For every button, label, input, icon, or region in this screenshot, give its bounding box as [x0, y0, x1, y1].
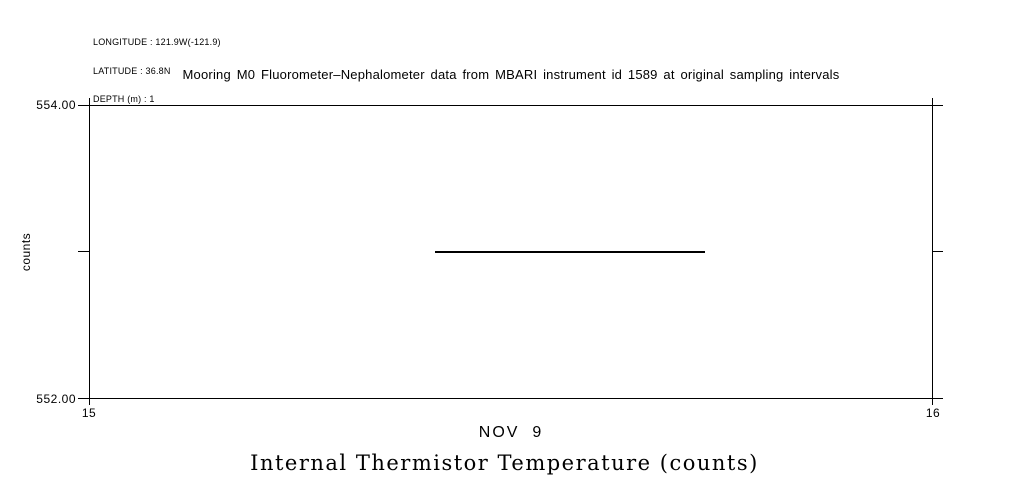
x-left-tick-label: 15: [81, 406, 97, 420]
x-axis-title: NOV 9: [478, 424, 544, 441]
footer-title: Internal Thermistor Temperature (counts): [250, 451, 759, 475]
y-tick-right-middle: [932, 251, 943, 252]
x-right-tick-label: 16: [925, 406, 941, 420]
x-tick-top-left: [89, 98, 90, 105]
y-axis-title: counts: [19, 232, 33, 272]
data-line: [435, 251, 704, 253]
y-tick-left-bottom: [78, 398, 89, 399]
x-tick-bottom-right: [932, 399, 933, 405]
x-tick-top-right: [932, 98, 933, 105]
y-min-tick-label: 552.00: [36, 392, 76, 406]
y-tick-right-bottom: [932, 398, 943, 399]
x-tick-bottom-left: [89, 399, 90, 405]
latitude-line: LATITUDE : 36.8N: [93, 65, 171, 76]
y-tick-left-middle: [78, 251, 89, 252]
plot-area: [89, 105, 933, 399]
chart-title: Mooring M0 Fluorometer–Nephalometer data from MBARI instrument id 1589 at original sampling intervals: [182, 67, 840, 82]
longitude-line: LONGITUDE : 121.9W(-121.9): [93, 37, 221, 47]
y-max-tick-label: 554.00: [36, 98, 76, 112]
y-tick-left-top: [78, 105, 89, 106]
depth-line: DEPTH (m) : 1: [93, 94, 155, 104]
y-tick-right-top: [932, 105, 943, 106]
